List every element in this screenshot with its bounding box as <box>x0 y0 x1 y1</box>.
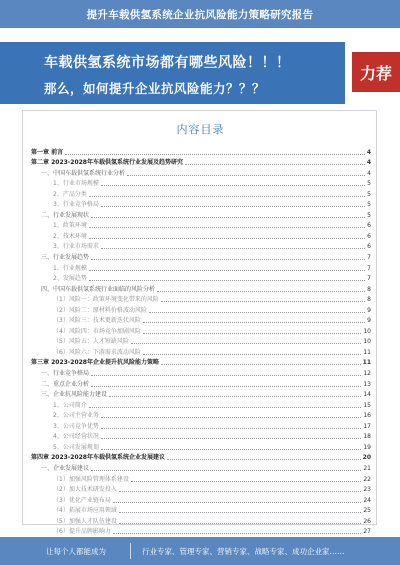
toc-entry[interactable] <box>31 516 371 527</box>
toc-entry-text: （4）拓展市场应用领域 <box>53 507 117 515</box>
toc-entry-text: 2、产品分类 <box>53 190 87 198</box>
report-header-bar <box>0 0 400 28</box>
toc-leader-dots <box>101 438 362 439</box>
toc-entry-page: 5 <box>367 190 371 198</box>
toc-entry-text: 4、公司经营状况 <box>53 433 99 441</box>
toc-entry-page: 24 <box>363 496 371 504</box>
toc-entry-text: （5）风险五：人才短缺风险 <box>53 338 129 346</box>
toc-entry[interactable] <box>31 210 371 221</box>
footer-bar <box>0 537 400 565</box>
toc-entry-page: 8 <box>367 296 371 304</box>
toc-entry[interactable] <box>31 337 371 348</box>
toc-entry-text: （1）风险一：政策环境变化带来的风险 <box>53 296 159 304</box>
toc-entry-page: 7 <box>367 254 371 262</box>
toc-entry-page: 4 <box>366 159 371 167</box>
toc-entry-page: 12 <box>363 370 371 378</box>
toc-leader-dots <box>127 175 365 176</box>
toc-leader-dots <box>143 333 362 334</box>
toc-leader-dots <box>101 248 365 249</box>
toc-leader-dots <box>89 407 362 408</box>
toc-entry-page: 18 <box>363 433 371 441</box>
toc-entry[interactable] <box>31 295 371 306</box>
toc-leader-dots <box>143 354 362 355</box>
toc-entry-text: 四、中国车载供氢系统行业面临的风险分析 <box>41 285 156 293</box>
toc-entry-page: 11 <box>362 359 371 367</box>
toc-leader-dots <box>89 227 365 228</box>
toc-entry-text: 第二章 2023-2028年车载供氢系统行业发展及趋势研究 <box>31 159 183 167</box>
toc-leader-dots <box>101 449 362 450</box>
hero-subheadline: 那么，如何提升企业抗风险能力？？？ <box>44 81 266 96</box>
toc-entry-text: 5、公司发展规划 <box>53 443 99 451</box>
toc-entry[interactable] <box>31 421 371 432</box>
toc-entry-page: 9 <box>367 317 371 325</box>
toc-entry-page: 17 <box>363 422 371 430</box>
toc-entry-page: 6 <box>367 222 371 230</box>
toc-entry-text: （3）优化产业链布局 <box>53 496 111 504</box>
toc-entry-text: 1、公司简介 <box>53 401 87 409</box>
toc-title: 内容目录 <box>176 123 225 136</box>
toc-entry-text: （4）风险四：市场竞争加剧风险 <box>53 327 141 335</box>
toc-entry-text: （5）加强人才队伍建设 <box>53 517 117 525</box>
toc-entry-text: （3）风险三：技术更新迭代风险 <box>53 317 141 325</box>
footer-divider <box>130 543 131 559</box>
toc-entry[interactable] <box>31 221 371 232</box>
toc-entry-page: 22 <box>363 475 371 483</box>
toc-leader-dots <box>161 301 365 302</box>
toc-leader-dots <box>119 491 362 492</box>
toc-entry-page: 19 <box>363 443 371 451</box>
toc-leader-dots <box>101 185 365 186</box>
toc-entry-text: （1）加强风险管理体系建设 <box>53 475 129 483</box>
toc-entry-page: 8 <box>367 285 371 293</box>
toc-leader-dots <box>167 459 361 460</box>
toc-entry-page: 7 <box>367 275 371 283</box>
brand-label: 力荐 <box>359 63 392 83</box>
toc-entry-page: 6 <box>367 232 371 240</box>
hero-banner <box>0 42 400 104</box>
toc-entry[interactable] <box>31 284 371 295</box>
toc-entry-page: 5 <box>367 201 371 209</box>
toc-entry-text: （6）提升品牌影响力 <box>53 528 111 536</box>
toc-entry[interactable] <box>31 463 371 474</box>
toc-leader-dots <box>131 343 362 344</box>
toc-entry-page: 5 <box>367 180 371 188</box>
toc-entry-page: 23 <box>363 486 371 494</box>
toc-entry[interactable] <box>31 474 371 485</box>
toc-entry-page: 10 <box>363 338 371 346</box>
table-of-contents <box>22 110 377 536</box>
toc-entry[interactable] <box>31 442 371 453</box>
footer-tagline: 行业专家、管理专家、营销专家、战略专家、成功企业家…… <box>142 547 345 556</box>
toc-entry-text: 3、公司竞争优势 <box>53 422 99 430</box>
toc-leader-dots <box>131 481 362 482</box>
toc-entry-text: 二、行业发展现状 <box>41 211 90 219</box>
toc-entry[interactable] <box>31 326 371 337</box>
toc-leader-dots <box>161 364 361 365</box>
toc-leader-dots <box>89 238 365 239</box>
toc-entry-page: 15 <box>363 401 371 409</box>
toc-entry-text: 第四章 2023-2028年车载供氢系统企业发展建议 <box>31 454 165 462</box>
footer-slogan: 让每个人都能成为 <box>46 547 106 556</box>
toc-entry-text: 2、发展趋势 <box>53 275 87 283</box>
toc-entry[interactable] <box>31 168 371 179</box>
toc-entry-page: 13 <box>363 380 371 388</box>
toc-entry-page: 6 <box>367 243 371 251</box>
toc-entry[interactable] <box>31 305 371 316</box>
toc-entry-page: 4 <box>366 148 371 156</box>
toc-entry[interactable] <box>31 200 371 211</box>
toc-entry-text: （2）风险二：原材料价格波动风险 <box>53 306 147 314</box>
toc-entry[interactable] <box>31 158 371 169</box>
toc-entry[interactable] <box>31 358 371 369</box>
toc-entry-text: 1、行业规模 <box>53 264 87 272</box>
toc-leader-dots <box>185 164 365 165</box>
brand-stamp <box>352 52 400 92</box>
toc-entry-page: 10 <box>363 327 371 335</box>
toc-entry-text: （6）风险六：下游需求波动风险 <box>53 348 141 356</box>
toc-leader-dots <box>113 533 362 534</box>
toc-entry-page: 4 <box>367 169 371 177</box>
toc-leader-dots <box>65 154 365 155</box>
toc-entry[interactable] <box>31 368 371 379</box>
toc-leader-dots <box>101 206 365 207</box>
toc-entry-text: （2）加大技术研发投入 <box>53 486 117 494</box>
toc-entry-page: 11 <box>363 348 371 356</box>
toc-entry[interactable] <box>31 400 371 411</box>
toc-entry-text: 一、企业发展建议 <box>41 464 90 472</box>
toc-entry[interactable] <box>31 390 371 401</box>
toc-entry-text: 二、重点企业分析 <box>41 380 90 388</box>
toc-entry[interactable] <box>31 179 371 190</box>
toc-entry[interactable] <box>31 147 371 158</box>
toc-entry-page: 14 <box>363 391 371 399</box>
toc-entry[interactable] <box>31 411 371 422</box>
toc-entry[interactable] <box>31 379 371 390</box>
toc-leader-dots <box>113 502 362 503</box>
toc-entry-text: 3、行业竞争格局 <box>53 201 99 209</box>
toc-entry-text: 2、技术环境 <box>53 232 87 240</box>
toc-entry[interactable] <box>31 495 371 506</box>
toc-leader-dots <box>89 280 365 281</box>
toc-entry-text: 第三章 2023-2028年企业提升抗风险能力策略 <box>31 359 159 367</box>
toc-leader-dots <box>89 196 365 197</box>
toc-leader-dots <box>89 270 365 271</box>
toc-entry[interactable] <box>31 189 371 200</box>
toc-list <box>31 147 371 548</box>
toc-entry-text: 3、行业市场需求 <box>53 243 99 251</box>
toc-leader-dots <box>91 386 361 387</box>
toc-leader-dots <box>109 396 361 397</box>
report-title: 提升车载供氢系统企业抗风险能力策略研究报告 <box>86 8 314 21</box>
toc-entry-page: 21 <box>363 464 371 472</box>
toc-entry-text: 2、公司主营业务 <box>53 412 99 420</box>
toc-entry-page: 20 <box>362 454 371 462</box>
toc-leader-dots <box>149 312 365 313</box>
toc-leader-dots <box>119 512 362 513</box>
toc-entry-text: 第一章 前言 <box>31 148 64 156</box>
toc-entry[interactable] <box>31 347 371 358</box>
toc-entry-page: 9 <box>367 306 371 314</box>
toc-entry-page: 26 <box>363 517 371 525</box>
toc-entry-page: 27 <box>363 528 371 536</box>
toc-leader-dots <box>101 417 362 418</box>
toc-leader-dots <box>91 259 365 260</box>
toc-entry[interactable] <box>31 242 371 253</box>
toc-entry-page: 25 <box>363 507 371 515</box>
toc-entry[interactable] <box>31 527 371 538</box>
toc-entry[interactable] <box>31 485 371 496</box>
toc-entry[interactable] <box>31 231 371 242</box>
toc-entry[interactable] <box>31 432 371 443</box>
toc-leader-dots <box>91 470 361 471</box>
toc-entry[interactable] <box>31 506 371 517</box>
toc-entry-text: 三、行业发展趋势 <box>41 254 90 262</box>
toc-entry[interactable] <box>31 316 371 327</box>
toc-entry-page: 16 <box>363 412 371 420</box>
toc-leader-dots <box>91 375 361 376</box>
toc-leader-dots <box>101 428 362 429</box>
toc-entry-page: 7 <box>367 264 371 272</box>
toc-entry[interactable] <box>31 274 371 285</box>
toc-entry-text: 1、行业市场规模 <box>53 180 99 188</box>
toc-entry-text: 一、中国车载供氢系统行业分析 <box>41 169 126 177</box>
toc-entry[interactable] <box>31 252 371 263</box>
toc-leader-dots <box>91 217 365 218</box>
toc-entry-text: 1、政策环境 <box>53 222 87 230</box>
toc-leader-dots <box>143 322 365 323</box>
toc-leader-dots <box>119 523 362 524</box>
toc-entry[interactable] <box>31 263 371 274</box>
toc-entry-text: 三、企业抗风险能力建设 <box>41 391 108 399</box>
toc-entry-page: 5 <box>367 211 371 219</box>
hero-headline: 车载供氢系统市场都有哪些风险！！！ <box>44 55 291 71</box>
toc-leader-dots <box>157 291 365 292</box>
toc-entry[interactable] <box>31 453 371 464</box>
toc-entry-text: 一、行业竞争格局 <box>41 370 90 378</box>
